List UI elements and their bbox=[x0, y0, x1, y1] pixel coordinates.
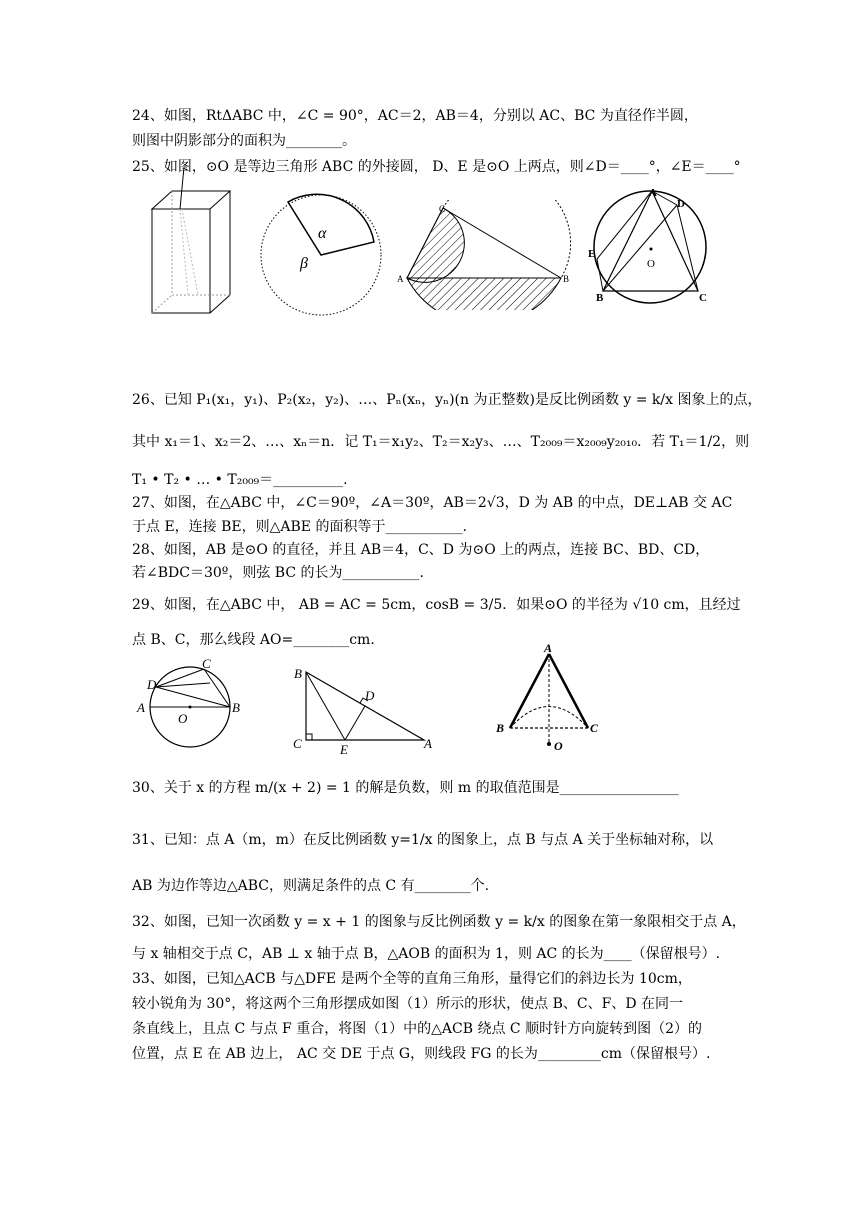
problem-30-line-1: 30、关于 x 的方程 m/(x + 2) = 1 的解是负数，则 m 的取值范围是_________________ bbox=[132, 780, 679, 796]
label-o: O bbox=[647, 258, 655, 270]
problem-28-line-2: 若∠BDC＝30º，则弦 BC 的长为___________. bbox=[132, 565, 424, 581]
beta-label: β bbox=[300, 255, 308, 272]
figure-right-triangle bbox=[288, 660, 438, 759]
problem-27-line-1: 27、如图，在△ABC 中，∠C＝90º，∠A＝30º，AB＝2√3，D 为 AB 的中点，DE⊥AB 交 AC bbox=[132, 495, 733, 511]
label-c: C bbox=[590, 721, 599, 735]
problem-31-line-1: 31、已知：点 A（m，m）在反比例函数 y=1/x 的图象上，点 B 与点 A 关于坐标轴对称，以 bbox=[132, 832, 714, 848]
problem-26-line-1: 26、已知 P₁(x₁，y₁)、P₂(x₂，y₂)、…、Pₙ(xₙ，yₙ)(n 为正整数)是反比例函数 y = k/x 图象上的点， bbox=[132, 392, 762, 408]
problem-26-line-3: T₁ • T₂ • … • T₂₀₀₉＝__________. bbox=[132, 472, 348, 488]
label-c: C bbox=[699, 292, 707, 304]
problem-24-line-2: 则图中阴影部分的面积为________。 bbox=[132, 133, 356, 149]
problem-33-line-3: 条直线上，且点 C 与点 F 重合，将图（1）中的△ACB 绕点 C 顺时针方向旋转到图（2）的 bbox=[132, 1021, 702, 1037]
problem-28-line-1: 28、如图，AB 是⊙O 的直径，并且 AB＝4，C、D 为⊙O 上的两点，连接 BC、BD、CD， bbox=[132, 542, 710, 558]
problem-25-line-1: 25、如图，⊙O 是等边三角形 ABC 的外接圆， D、E 是⊙O 上两点，则∠D＝____°，∠E＝____° bbox=[132, 159, 741, 175]
label-d: D bbox=[677, 198, 685, 210]
label-e: E bbox=[340, 742, 348, 755]
problem-33-line-1: 33、如图，已知△ACB 与△DFE 是两个全等的直角三角形，量得它们的斜边长为 10cm， bbox=[132, 971, 692, 987]
label-c: C bbox=[439, 204, 446, 214]
problem-32-line-2: 与 x 轴相交于点 C，AB ⊥ x 轴于点 B，△AOB 的面积为 1，则 AC 的长为____（保留根号）. bbox=[132, 946, 721, 962]
problem-31-line-2: AB 为边作等边△ABC，则满足条件的点 C 有________个. bbox=[132, 878, 490, 894]
problem-33-line-4: 位置，点 E 在 AB 边上， AC 交 DE 于点 G，则线段 FG 的长为_________cm（保留根号）. bbox=[132, 1046, 711, 1062]
label-b: B bbox=[563, 274, 570, 284]
problem-27-line-2: 于点 E，连接 BE，则△ABE 的面积等于___________. bbox=[132, 519, 467, 535]
label-e: E bbox=[588, 248, 596, 260]
label-d: D bbox=[365, 688, 375, 703]
problem-24-line-1: 24、如图，RtΔABC 中，∠C = 90°，AC＝2，AB＝4，分别以 AC、BC 为直径作半圆， bbox=[132, 108, 698, 124]
label-a: A bbox=[544, 641, 553, 655]
label-a: A bbox=[137, 700, 145, 715]
label-a: A bbox=[397, 274, 404, 284]
label-d: D bbox=[147, 677, 157, 692]
problem-26-line-2: 其中 x₁＝1、x₂＝2、…、xₙ＝n．记 T₁＝x₁y₂、T₂＝x₂y₃、…、T₂₀₀₉＝x₂₀₀₉y₂₀₁₀．若 T₁＝1/2，则 bbox=[132, 434, 750, 450]
label-b: B bbox=[232, 700, 240, 715]
problem-33-line-2: 较小锐角为 30°，将这两个三角形摆成如图（1）所示的形状，使点 B、C、F、D 在同一 bbox=[132, 996, 684, 1012]
label-a: A bbox=[424, 736, 432, 751]
label-c: C bbox=[202, 656, 211, 671]
label-c: C bbox=[293, 736, 302, 751]
figure-semicircles bbox=[395, 200, 575, 314]
alpha-label: α bbox=[318, 225, 327, 242]
problem-29-line-2: 点 B、C，那么线段 AO=________cm. bbox=[132, 632, 375, 648]
label-o: O bbox=[554, 739, 563, 753]
label-a: A bbox=[649, 187, 657, 199]
figure-circle-abc bbox=[585, 185, 715, 309]
label-b: B bbox=[294, 666, 302, 681]
figure-circle-diameter bbox=[132, 655, 252, 759]
problem-32-line-1: 32、如图，已知一次函数 y = x + 1 的图象与反比例函数 y = k/x 的图象在第一象限相交于点 A， bbox=[132, 914, 746, 930]
label-b: B bbox=[596, 292, 604, 304]
label-o: O bbox=[178, 711, 188, 726]
problem-29-line-1: 29、如图，在△ABC 中， AB = AC = 5cm，cosB = 3/5．如果⊙O 的半径为 √10 cm，且经过 bbox=[132, 597, 741, 613]
label-b: B bbox=[496, 721, 505, 735]
figure-isosceles bbox=[492, 640, 612, 759]
figure-box bbox=[140, 165, 250, 329]
figure-sector bbox=[256, 190, 386, 324]
